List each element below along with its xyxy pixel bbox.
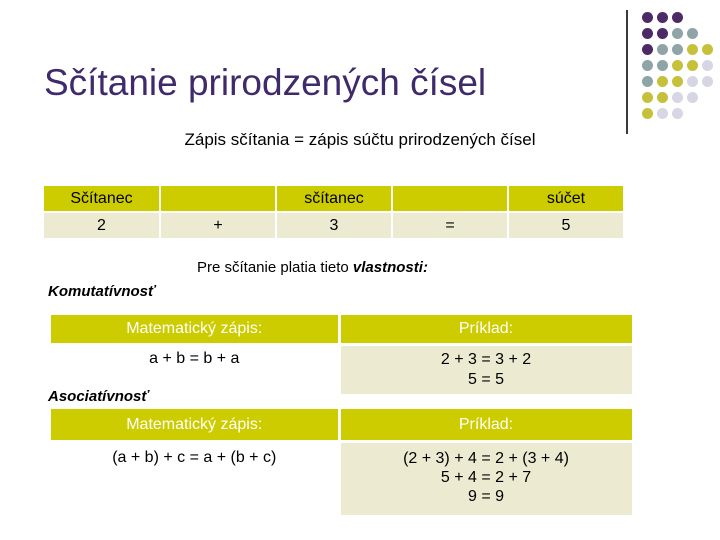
associativity-label: Asociatívnosť xyxy=(48,388,153,405)
decor-dot xyxy=(672,44,683,55)
commutativity-header-notation: Matematický zápis: xyxy=(51,315,339,345)
decor-dot xyxy=(657,28,668,39)
decor-dot xyxy=(657,76,668,87)
header-empty-2 xyxy=(392,186,508,212)
associativity-example xyxy=(339,442,633,517)
commutativity-table xyxy=(51,315,635,397)
decor-dot xyxy=(702,44,713,55)
commutativity-header-example: Príklad: xyxy=(339,315,633,345)
sum-table-value-row xyxy=(44,212,624,239)
header-addend-1: Sčítanec xyxy=(44,186,160,212)
decor-dot xyxy=(687,60,698,71)
commutativity-example xyxy=(339,345,633,396)
commutativity-label: Komutatívnosť xyxy=(48,283,156,300)
value-addend-2: 3 xyxy=(276,212,392,239)
decor-dot xyxy=(702,76,713,87)
properties-intro-emphasis: vlastnosti: xyxy=(352,259,428,276)
associativity-example-line: (2 + 3) + 4 = 2 + (3 + 4) xyxy=(403,450,569,467)
decor-dot xyxy=(642,60,653,71)
decor-dot xyxy=(642,76,653,87)
header-sum: súčet xyxy=(508,186,624,212)
slide-subtitle: Zápis sčítania = zápis súčtu prirodzených čísel xyxy=(184,130,536,149)
decor-dot xyxy=(672,76,683,87)
associativity-value-row xyxy=(51,442,633,517)
decor-dot xyxy=(642,92,653,103)
decor-dot xyxy=(642,108,653,119)
associativity-table xyxy=(51,409,635,518)
decor-dot xyxy=(657,108,668,119)
value-sum: 5 xyxy=(508,212,624,239)
decor-dot xyxy=(702,60,713,71)
decor-dot xyxy=(687,76,698,87)
associativity-header-example: Príklad: xyxy=(339,409,633,442)
associativity-example-line: 5 + 4 = 2 + 7 xyxy=(440,469,532,486)
commutativity-example-line: 2 + 3 = 3 + 2 xyxy=(440,351,532,368)
decor-dot xyxy=(687,44,698,55)
associativity-header-row xyxy=(51,409,633,442)
associativity-example-line: 9 = 9 xyxy=(467,488,505,505)
decor-dot xyxy=(657,60,668,71)
header-empty-1 xyxy=(160,186,276,212)
decor-dot xyxy=(672,12,683,23)
sum-table-header-row xyxy=(44,186,624,212)
decor-dot xyxy=(672,60,683,71)
value-equals: = xyxy=(392,212,508,239)
value-plus: + xyxy=(160,212,276,239)
decor-dot xyxy=(672,108,683,119)
title-divider xyxy=(626,10,628,134)
decorative-dot-grid xyxy=(637,10,717,134)
value-addend-1: 2 xyxy=(44,212,160,239)
decor-dot xyxy=(657,92,668,103)
commutativity-header-row xyxy=(51,315,633,345)
commutativity-example-line: 5 = 5 xyxy=(467,371,505,388)
associativity-formula: (a + b) + c = a + (b + c) xyxy=(51,442,339,517)
slide-title: Sčítanie prirodzených čísel xyxy=(44,62,487,103)
commutativity-formula: a + b = b + a xyxy=(51,345,339,396)
associativity-header-notation: Matematický zápis: xyxy=(51,409,339,442)
decor-dot xyxy=(657,44,668,55)
decor-dot xyxy=(642,12,653,23)
decor-dot xyxy=(642,44,653,55)
decor-dot xyxy=(672,92,683,103)
decor-dot xyxy=(672,28,683,39)
decor-dot xyxy=(687,92,698,103)
header-addend-2: sčítanec xyxy=(276,186,392,212)
decor-dot xyxy=(687,28,698,39)
decor-dot xyxy=(642,28,653,39)
decor-dot xyxy=(657,12,668,23)
properties-intro-text: Pre sčítanie platia tieto xyxy=(197,259,353,276)
sum-table xyxy=(44,186,625,240)
properties-intro xyxy=(197,259,428,276)
